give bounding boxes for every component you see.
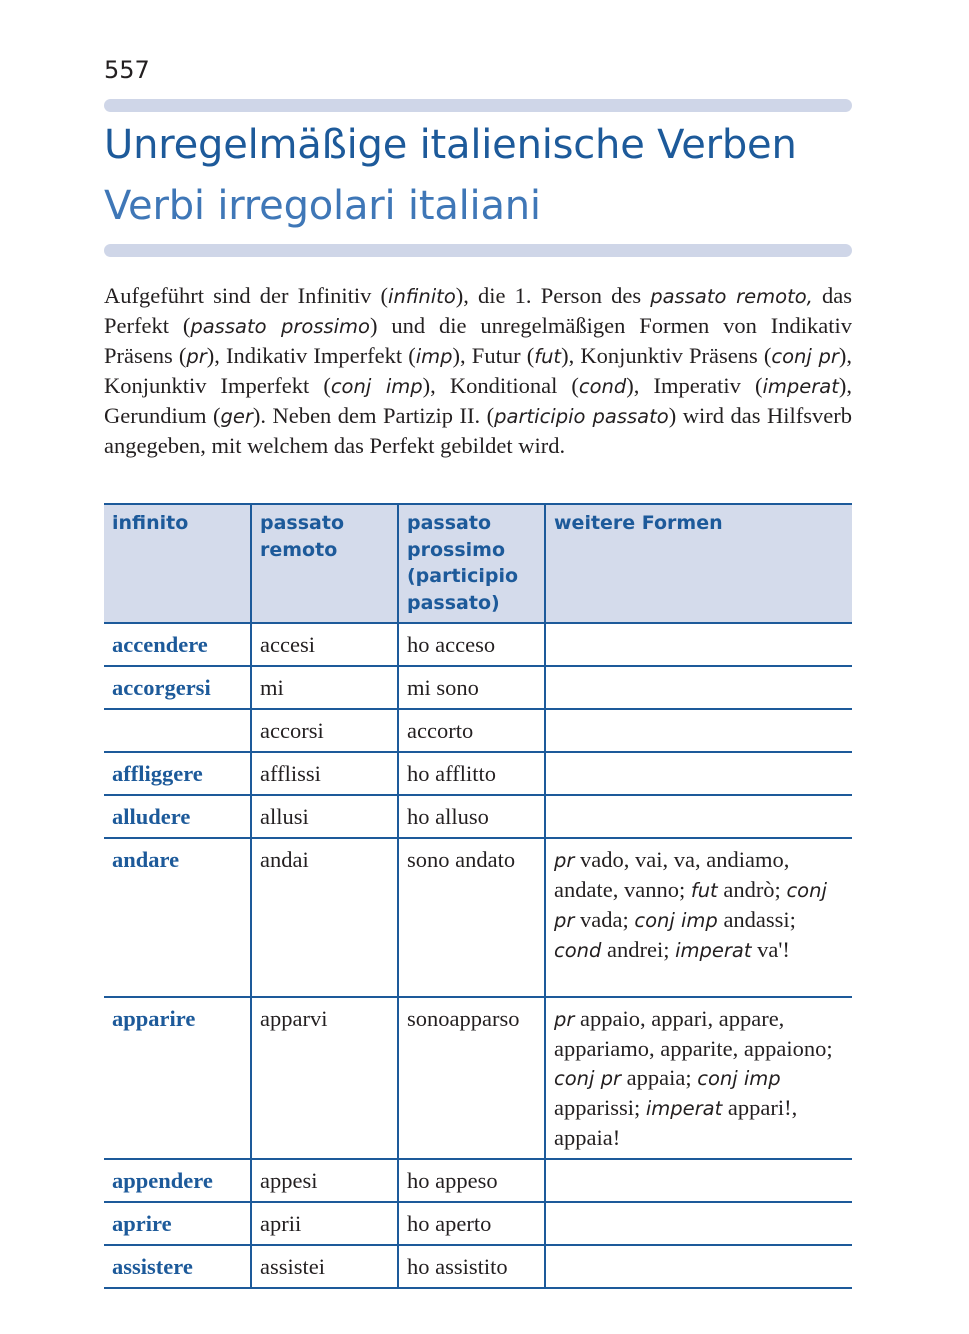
text-run: appari!, appaia!: [554, 1095, 798, 1150]
text-run: Aufgeführt sind der Infinitiv (: [104, 283, 389, 308]
text-run: ), Indikativ Imperfekt (: [206, 343, 416, 368]
text-run: vada;: [574, 907, 635, 932]
italic-term: fut: [690, 879, 718, 902]
irregular-verbs-table: [104, 503, 852, 1289]
italic-term: imp: [415, 345, 453, 368]
weitere-formen-cell: [545, 666, 852, 709]
table-row: [104, 1159, 852, 1202]
text-run: ) wird das Hilfsverb angegeben, mit welchem das Perfekt gebildet wird.: [104, 403, 852, 458]
text-run: andrò;: [717, 877, 787, 902]
italic-term: conj imp: [697, 1067, 781, 1090]
text-run: andassi;: [717, 907, 796, 932]
passato-remoto-cell: accesi: [251, 623, 398, 666]
infinitive-cell: affliggere: [104, 752, 251, 795]
infinitive-cell: [104, 709, 251, 752]
weitere-formen-cell: [545, 1159, 852, 1202]
text-run: appaio, appari, appare, appariamo, apparite, appaiono;: [554, 1006, 833, 1061]
italic-term: conj imp: [330, 375, 423, 398]
infinitive-cell: accendere: [104, 623, 251, 666]
italic-term: ger: [220, 405, 253, 428]
italic-term: conj pr: [554, 879, 827, 932]
italic-term: fut: [534, 345, 562, 368]
table-row: [104, 709, 852, 752]
table-row: [104, 795, 852, 838]
weitere-formen-cell: [545, 1202, 852, 1245]
text-run: ), die 1. Person des: [455, 283, 651, 308]
italic-term: pr: [554, 849, 575, 872]
table-row: [104, 997, 852, 1159]
page-number: 557: [104, 56, 150, 84]
page-title-german: Unregelmäßige italienische Verben: [104, 122, 797, 168]
italic-term: pr: [554, 1008, 575, 1031]
table-row: [104, 623, 852, 666]
passato-remoto-cell: mi: [251, 666, 398, 709]
page-title-italian: Verbi irregolari italiani: [104, 183, 541, 229]
passato-remoto-cell: appesi: [251, 1159, 398, 1202]
table-row: [104, 752, 852, 795]
text-run: ), Konjunktiv Imperfekt (: [104, 343, 853, 398]
table-row: [104, 666, 852, 709]
italic-term: imperat: [645, 1097, 723, 1120]
text-run: apparissi;: [554, 1095, 646, 1120]
italic-term: imperat: [762, 375, 839, 398]
header-infinito: infinito: [104, 504, 251, 623]
passato-remoto-cell: assistei: [251, 1245, 398, 1288]
infinitive-cell: appendere: [104, 1159, 251, 1202]
text-run: vado, vai, va, andiamo, andate, vanno;: [554, 847, 790, 902]
header-rule-bottom: [104, 244, 852, 257]
passato-prossimo-cell: mi sono: [398, 666, 545, 709]
italic-term: participio passato: [494, 405, 669, 428]
passato-prossimo-cell: ho alluso: [398, 795, 545, 838]
italic-term: cond: [578, 375, 627, 398]
text-run: ). Neben dem Partizip II. (: [252, 403, 495, 428]
passato-prossimo-cell: ho acceso: [398, 623, 545, 666]
text-run: ), Gerundium (: [104, 373, 852, 428]
weitere-formen-cell: [545, 997, 852, 1159]
passato-prossimo-cell: ho aperto: [398, 1202, 545, 1245]
italic-term: cond: [554, 939, 602, 962]
italic-term: conj pr: [554, 1067, 622, 1090]
text-run: ), Konjunktiv Präsens (: [561, 343, 772, 368]
table-row: [104, 1245, 852, 1288]
weitere-formen-cell: [545, 752, 852, 795]
passato-prossimo-cell: sonoapparso: [398, 997, 545, 1159]
infinitive-cell: aprire: [104, 1202, 251, 1245]
text-run: ), Imperativ (: [626, 373, 763, 398]
infinitive-cell: apparire: [104, 997, 251, 1159]
italic-term: imperat: [675, 939, 752, 962]
passato-prossimo-cell: ho assistito: [398, 1245, 545, 1288]
text-run: ), Konditional (: [422, 373, 579, 398]
italic-term: conj imp: [634, 909, 718, 932]
passato-remoto-cell: allusi: [251, 795, 398, 838]
infinitive-cell: accorgersi: [104, 666, 251, 709]
weitere-formen-cell: [545, 838, 852, 997]
weitere-formen-cell: [545, 709, 852, 752]
weitere-formen-cell: [545, 1245, 852, 1288]
passato-prossimo-cell: ho appeso: [398, 1159, 545, 1202]
header-weitere-formen: weitere Formen: [545, 504, 852, 623]
text-run: va'!: [751, 937, 790, 962]
italic-term: passato prossimo: [190, 315, 370, 338]
italic-term: pr: [186, 345, 207, 368]
table-row: [104, 838, 852, 997]
weitere-formen-cell: [545, 623, 852, 666]
header-rule-top: [104, 99, 852, 112]
passato-remoto-cell: accorsi: [251, 709, 398, 752]
passato-remoto-cell: apparvi: [251, 997, 398, 1159]
italic-term: passato remoto,: [650, 285, 813, 308]
passato-prossimo-cell: sono andato: [398, 838, 545, 997]
passato-remoto-cell: afflissi: [251, 752, 398, 795]
infinitive-cell: assistere: [104, 1245, 251, 1288]
text-run: das Perfekt (: [104, 283, 852, 338]
text-run: ) und die unregelmäßigen Formen von Indikativ Präsens (: [104, 313, 853, 368]
infinitive-cell: alludere: [104, 795, 251, 838]
passato-prossimo-cell: ho afflitto: [398, 752, 545, 795]
table-header-row: [104, 504, 852, 623]
text-run: appaia;: [621, 1065, 698, 1090]
passato-prossimo-cell: accorto: [398, 709, 545, 752]
infinitive-cell: andare: [104, 838, 251, 997]
weitere-formen-cell: [545, 795, 852, 838]
table-row: [104, 1202, 852, 1245]
passato-remoto-cell: aprii: [251, 1202, 398, 1245]
italic-term: conj pr: [771, 345, 839, 368]
header-passato-prossimo: passato prossimo (participio passato): [398, 504, 545, 623]
text-run: ), Futur (: [452, 343, 535, 368]
intro-paragraph: [104, 281, 852, 460]
passato-remoto-cell: andai: [251, 838, 398, 997]
text-run: andrei;: [601, 937, 676, 962]
italic-term: infinito: [388, 285, 456, 308]
header-passato-remoto: passato remoto: [251, 504, 398, 623]
